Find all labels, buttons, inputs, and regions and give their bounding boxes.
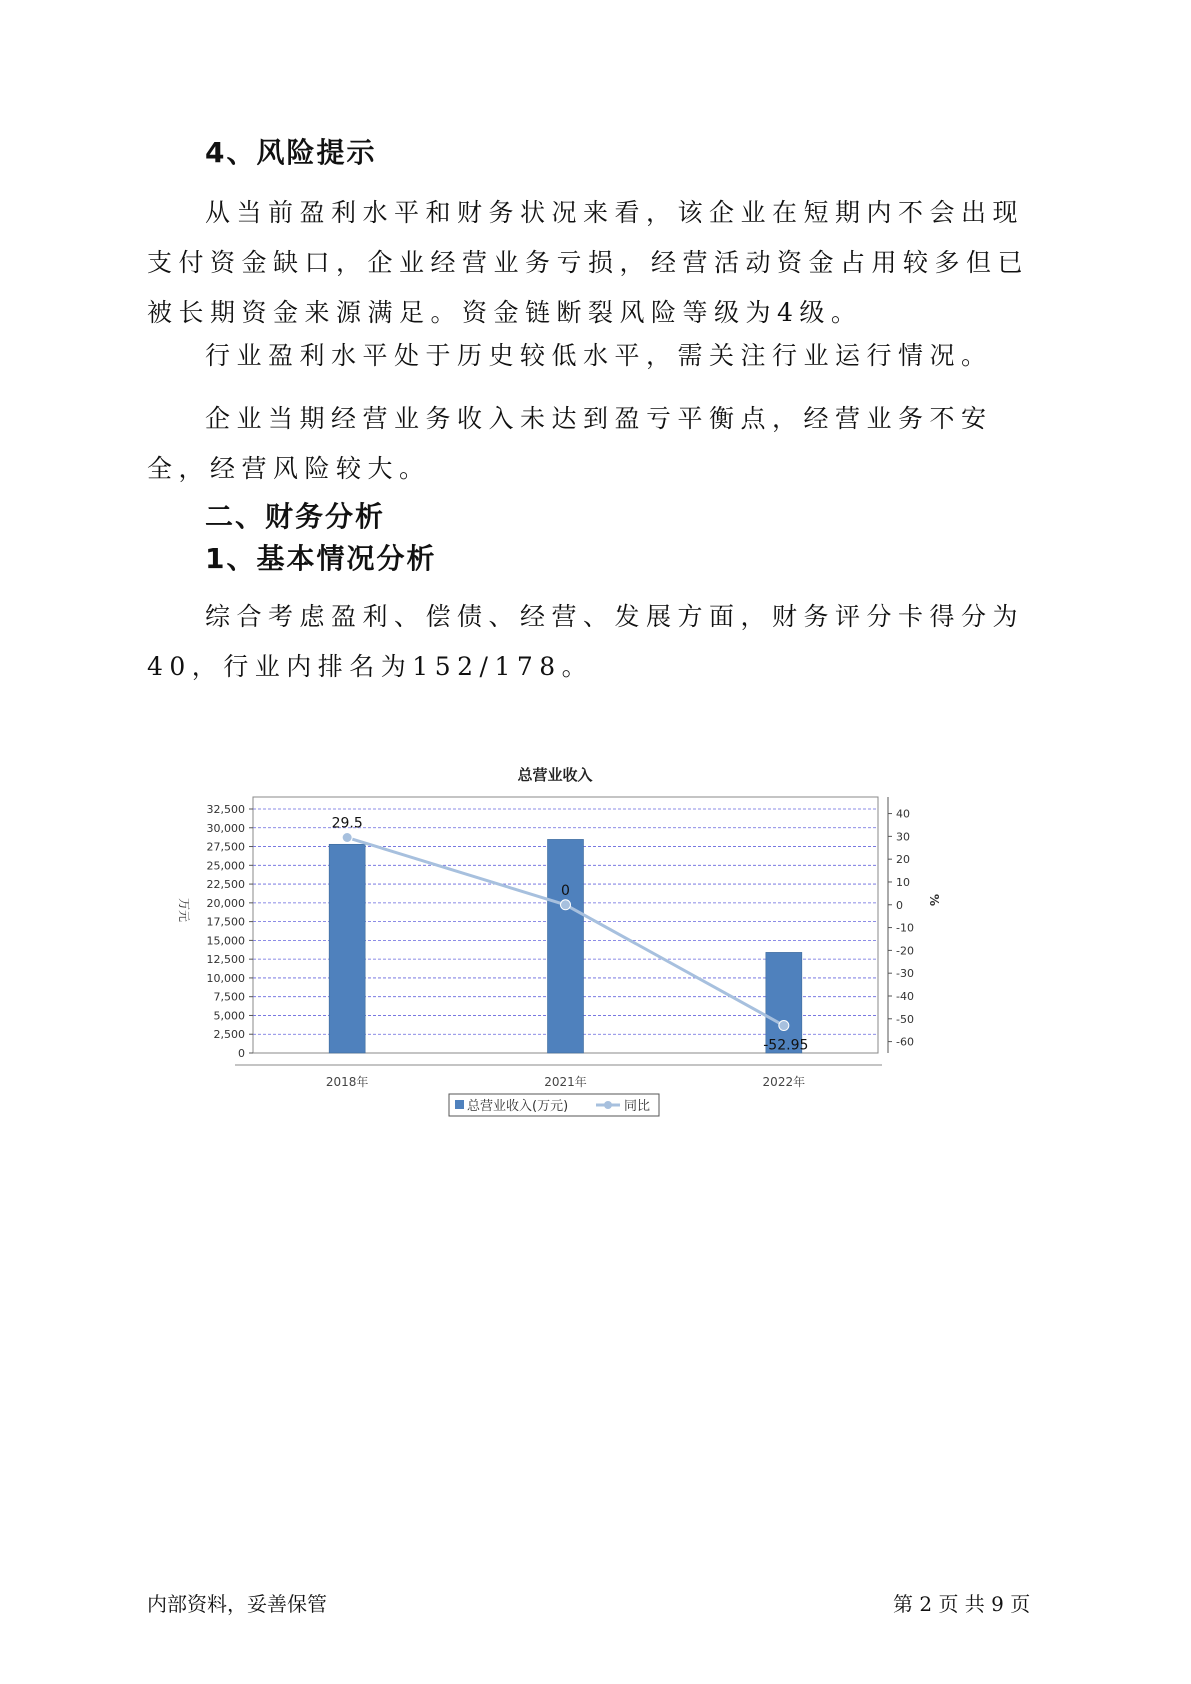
revenue-chart-svg	[150, 758, 970, 1218]
revenue-chart	[150, 758, 970, 1218]
growth-data-label: -52.95	[763, 1037, 809, 1054]
y2-tick-label: -60	[896, 1035, 914, 1049]
y2-tick-label: 30	[896, 830, 910, 844]
legend-bar-swatch	[455, 1100, 464, 1109]
y2-tick-label: 10	[896, 875, 910, 889]
y2-tick-label: 20	[896, 853, 910, 867]
y-tick-label: 30,000	[206, 821, 245, 835]
y-tick-label: 10,000	[206, 971, 245, 985]
y-tick-label: 22,500	[206, 878, 245, 892]
y2-tick-label: -10	[896, 921, 914, 935]
footer-confidential: 内部资料，妥善保管	[147, 1592, 327, 1616]
y2-tick-label: -20	[896, 944, 914, 958]
y-tick-label: 7,500	[213, 990, 245, 1004]
y2-tick-label: -50	[896, 1012, 914, 1026]
growth-point	[342, 833, 352, 843]
footer-page-number: 第 2 页 共 9 页	[893, 1592, 1031, 1616]
y-tick-label: 32,500	[206, 803, 245, 816]
y-tick-label: 5,000	[213, 1009, 245, 1023]
y-axis-label: 万元	[177, 898, 191, 923]
y-tick-label: 12,500	[206, 953, 245, 967]
y-tick-label: 20,000	[206, 896, 245, 910]
legend-line-label: 同比	[624, 1099, 651, 1114]
bar	[548, 839, 584, 1053]
chart-title: 总营业收入	[517, 766, 593, 784]
y-tick-label: 15,000	[206, 934, 245, 948]
y2-axis-label: %	[927, 894, 941, 907]
x-tick-label: 2021年	[544, 1075, 587, 1089]
basic-heading: 1、基本情况分析	[205, 542, 437, 575]
y2-tick-label: -40	[896, 989, 914, 1003]
finance-heading: 二、财务分析	[205, 500, 386, 533]
risk-paragraph-1-text: 从当前盈利水平和财务状况来看，该企业在短期内不会出现支付资金缺口，企业经营业务亏损，经营活动资金占用较多但已被长期资金来源满足。资金链断裂风险等级为4级。	[147, 198, 1030, 327]
y-tick-label: 0	[238, 1047, 245, 1060]
y-tick-label: 2,500	[213, 1028, 245, 1042]
legend-bar-label: 总营业收入(万元)	[467, 1099, 569, 1114]
growth-data-label: 29.5	[331, 815, 363, 832]
risk-paragraph-2-text: 行业盈利水平处于历史较低水平，需关注行业运行情况。	[205, 341, 993, 370]
bar	[329, 844, 365, 1053]
y-tick-label: 27,500	[206, 840, 245, 854]
x-tick-label: 2022年	[762, 1075, 806, 1089]
y2-tick-label: 0	[896, 898, 903, 912]
growth-data-label: 0	[561, 882, 570, 899]
risk-heading: 4、风险提示	[205, 136, 377, 169]
x-tick-label: 2018年	[325, 1075, 369, 1089]
risk-paragraph-3-text: 企业当期经营业务收入未达到盈亏平衡点，经营业务不安全，经营风险较大。	[147, 404, 993, 483]
growth-point	[561, 900, 571, 910]
basic-paragraph-text: 综合考虑盈利、偿债、经营、发展方面，财务评分卡得分为40，行业内排名为152/178。	[147, 602, 1025, 681]
risk-paragraph-3	[147, 394, 1047, 494]
y-tick-label: 17,500	[206, 915, 245, 929]
risk-paragraph-2	[147, 331, 1047, 381]
y-tick-label: 25,000	[206, 859, 245, 873]
legend-line-marker	[604, 1101, 612, 1109]
y2-tick-label: -30	[896, 967, 914, 981]
risk-paragraph-1	[147, 188, 1047, 338]
growth-point	[779, 1021, 789, 1031]
y2-tick-label: 40	[896, 807, 910, 821]
basic-paragraph	[147, 592, 1047, 692]
